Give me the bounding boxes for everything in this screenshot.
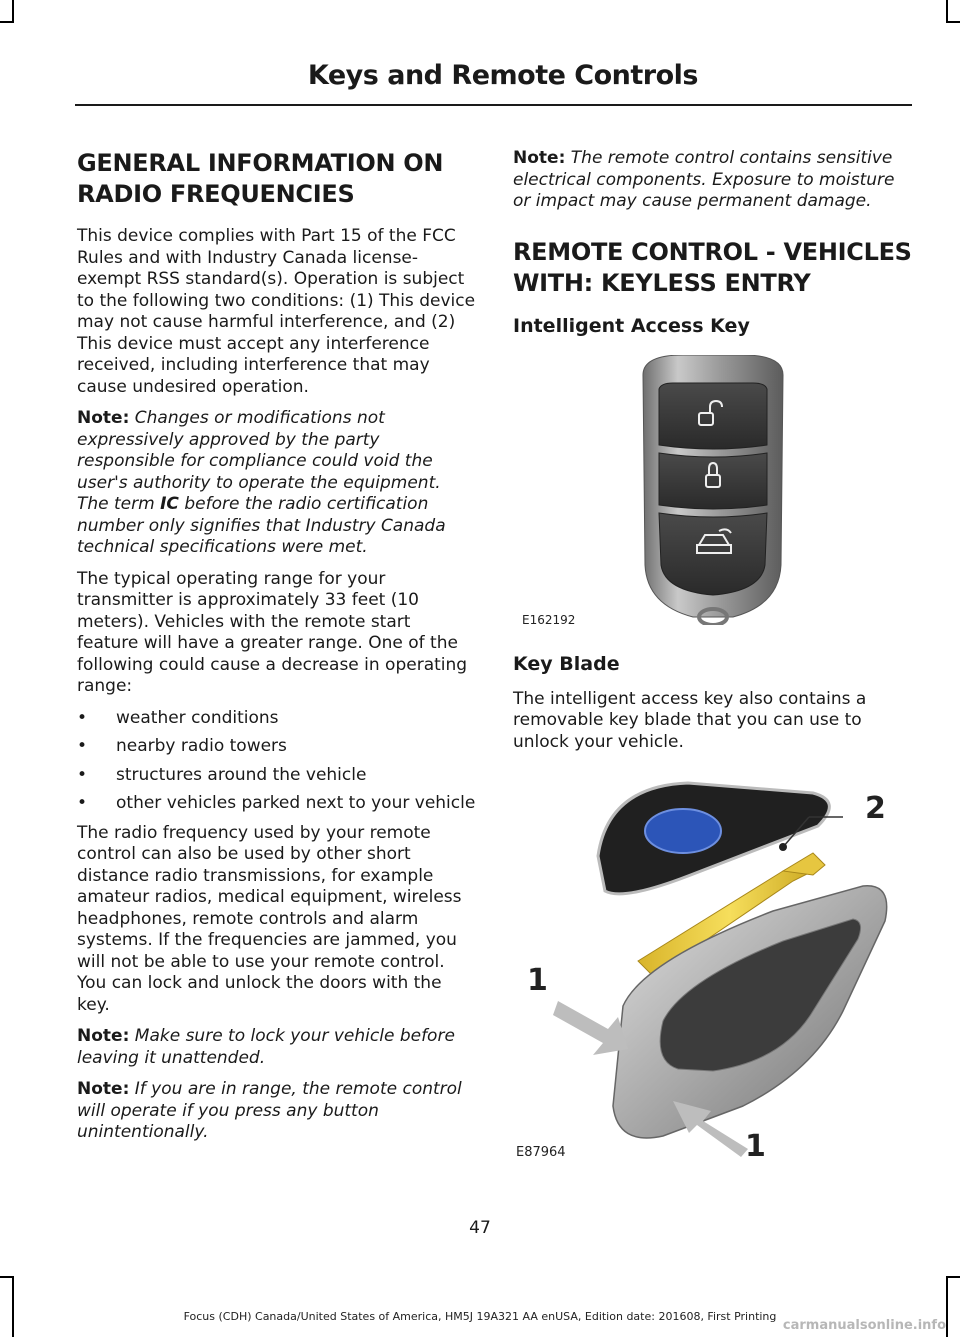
crop-mark (0, 1276, 14, 1278)
note-sensitive-components: Note: The remote control contains sensitive electrical components. Exposure to moisture or impact may cause permanent damage. (513, 148, 895, 211)
page-header-title: Keys and Remote Controls (307, 60, 698, 91)
crop-mark (946, 21, 960, 23)
section-heading: REMOTE CONTROL - VEHICLES WITH: KEYLESS ENTRY (513, 237, 912, 297)
crop-mark (946, 1277, 948, 1337)
subheading-key-blade: Key Blade (513, 652, 620, 675)
frequency-paragraph: The radio frequency used by your remote control can also be used by other short distance radio transmissions, for example amateur radios, medical equipment, wireless headphones, remote controls and alarm systems. If the frequencies are jammed, you will not be able to use your remote control. You can lock and unlock the doors with the key. (77, 822, 462, 1015)
figure-code: E162192 (522, 612, 576, 627)
intelligent-access-key-illustration (513, 355, 913, 625)
callout-dot (779, 843, 787, 851)
range-factors-list (77, 708, 477, 815)
crop-mark (946, 1276, 960, 1278)
subheading-intelligent-access-key: Intelligent Access Key (513, 314, 750, 337)
compliance-paragraph: This device complies with Part 15 of the FCC Rules and with Industry Canada license-exempt RSS standard(s). Operation is subject to the following two conditions: (1) This device may not cause harmful interference, and (2) This device must accept any interference received, including interference that may cause undesired operation. (77, 226, 476, 397)
crop-mark (12, 0, 14, 22)
key-blade-paragraph: The intelligent access key also contains a removable key blade that you can use to unlock your vehicle. (513, 688, 867, 752)
arrow-icon (553, 1001, 628, 1055)
note-lock-vehicle: Note: Make sure to lock your vehicle before leaving it unattended. (77, 1026, 455, 1068)
left-column (77, 148, 477, 1154)
ford-logo (645, 809, 721, 853)
note-modifications: Note: Changes or modifications not expressively approved by the party responsible for compliance could void the user's authority to operate the equipment. The term IC before the radio certification number only signifies that Industry Canada technical specifications were met. (77, 408, 446, 557)
right-column (513, 148, 913, 1171)
crop-mark (0, 21, 14, 23)
page-number: 47 (469, 1218, 491, 1238)
crop-mark (12, 1277, 14, 1337)
header-rule (75, 104, 912, 106)
footer-edition: Focus (CDH) Canada/United States of America, HM5J 19A321 AA enUSA, Edition date: 201608, First Printing (183, 1310, 777, 1323)
key-blade-illustration (513, 771, 913, 1171)
list-item: • nearby radio towers (77, 736, 477, 758)
section-heading: GENERAL INFORMATION ON RADIO FREQUENCIES (77, 149, 444, 208)
figure-code: E87964 (516, 1145, 566, 1160)
range-paragraph: The typical operating range for your transmitter is approximately 33 feet (10 meters). Vehicles with the remote start feature will have a greater range. One of the following could cause a decrease in operating range: (77, 568, 468, 696)
callout-label: 1 (745, 1129, 766, 1164)
list-item: • weather conditions (77, 708, 477, 730)
list-item: • structures around the vehicle (77, 765, 477, 787)
callout-label: 2 (865, 791, 886, 826)
callout-label: 1 (527, 963, 548, 998)
key-blade-figure (513, 771, 913, 1171)
watermark: carmanualsonline.info (782, 1318, 946, 1333)
crop-mark (946, 0, 948, 22)
list-item: • other vehicles parked next to your vehicle (77, 793, 477, 815)
intelligent-access-key-figure (513, 355, 913, 625)
note-in-range: Note: If you are in range, the remote control will operate if you press any button unintentionally. (77, 1079, 462, 1142)
